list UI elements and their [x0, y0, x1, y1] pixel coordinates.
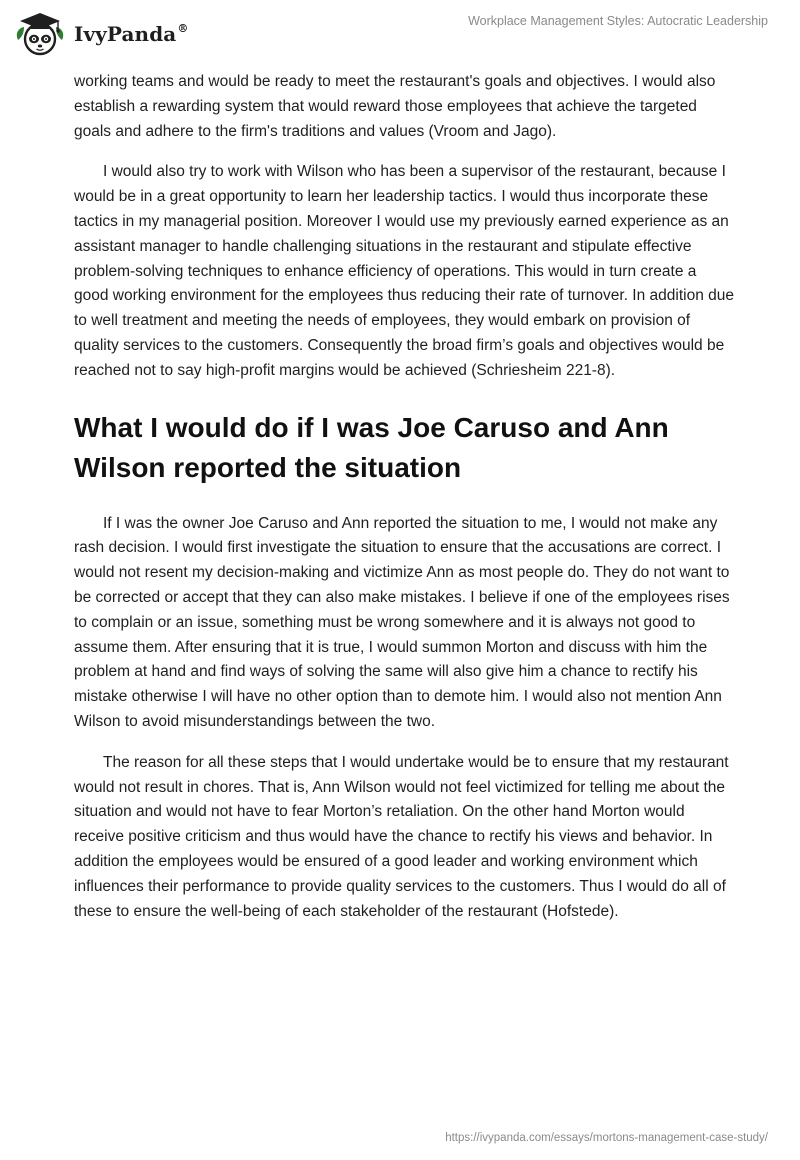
paragraph: working teams and would be ready to meet the restaurant's goals and objectives. I would also establish a rewarding system that would reward those employees that achieve the targeted goals and adhere to the firm's traditions and values (Vroom and Jago).: [74, 73, 716, 140]
page-header: [0, 0, 800, 70]
paragraph: I would also try to work with Wilson who has been a supervisor of the restaurant, because I would be in a great opportunity to learn her leadership tactics. I would thus incorporate these tactics in my managerial position. Moreover I would use my previously earned experience as an assistant manager to handle challenging situations in the restaurant and stipulate effective problem-solving techniques to enhance efficiency of operations. This would in turn create a good working environment for the employees thus reducing their rate of turnover. In addition due to well treatment and meeting the needs of employees, they would embark on provision of quality services to the customers. Consequently the broad firm’s goals and objectives would be reached not to say high-profit margins would be achieved (Schriesheim 221-8).: [74, 163, 735, 379]
paragraph: If I was the owner Joe Caruso and Ann reported the situation to me, I would not make any rash decision. I would first investigate the situation to ensure that the accusations are correct. I would not resent my decision-making and victimize Ann as most people do. They do not want to be corrected or accept that they can also make mistakes. I believe if one of the employees rises to complain or an issue, something must be wrong somewhere and it is always not good to assume them. After ensuring that it is true, I would summon Morton and discuss with him the problem at hand and find ways of solving the same will also give him a chance to rectify his mistake otherwise I will have no other option than to demote him. I would also not mention Ann Wilson to avoid misunderstandings between the two.: [74, 514, 730, 730]
document-title: Workplace Management Styles: Autocratic Leadership: [468, 14, 768, 28]
ivypanda-logo[interactable]: [14, 8, 188, 60]
brand-name: IvyPanda®: [74, 22, 189, 46]
panda-graduation-cap-icon: [14, 8, 66, 60]
section-heading: What I would do if I was Joe Caruso and Ann Wilson reported the situation: [74, 411, 669, 483]
essay-content: [74, 70, 734, 940]
source-url: https://ivypanda.com/essays/mortons-management-case-study/: [445, 1132, 768, 1144]
registered-mark: ®: [177, 22, 189, 35]
paragraph: The reason for all these steps that I would undertake would be to ensure that my restaurant would not result in chores. That is, Ann Wilson would not feel victimized for telling me about the situation and would not have to fear Morton’s retaliation. On the other hand Morton would receive positive criticism and thus would have the chance to rectify his views and behavior. In addition the employees would be ensured of a good leader and working environment which influences their performance to provide quality services to the customers. Thus I would do all of these to ensure the well-being of each stakeholder of the restaurant (Hofstede).: [74, 753, 729, 920]
